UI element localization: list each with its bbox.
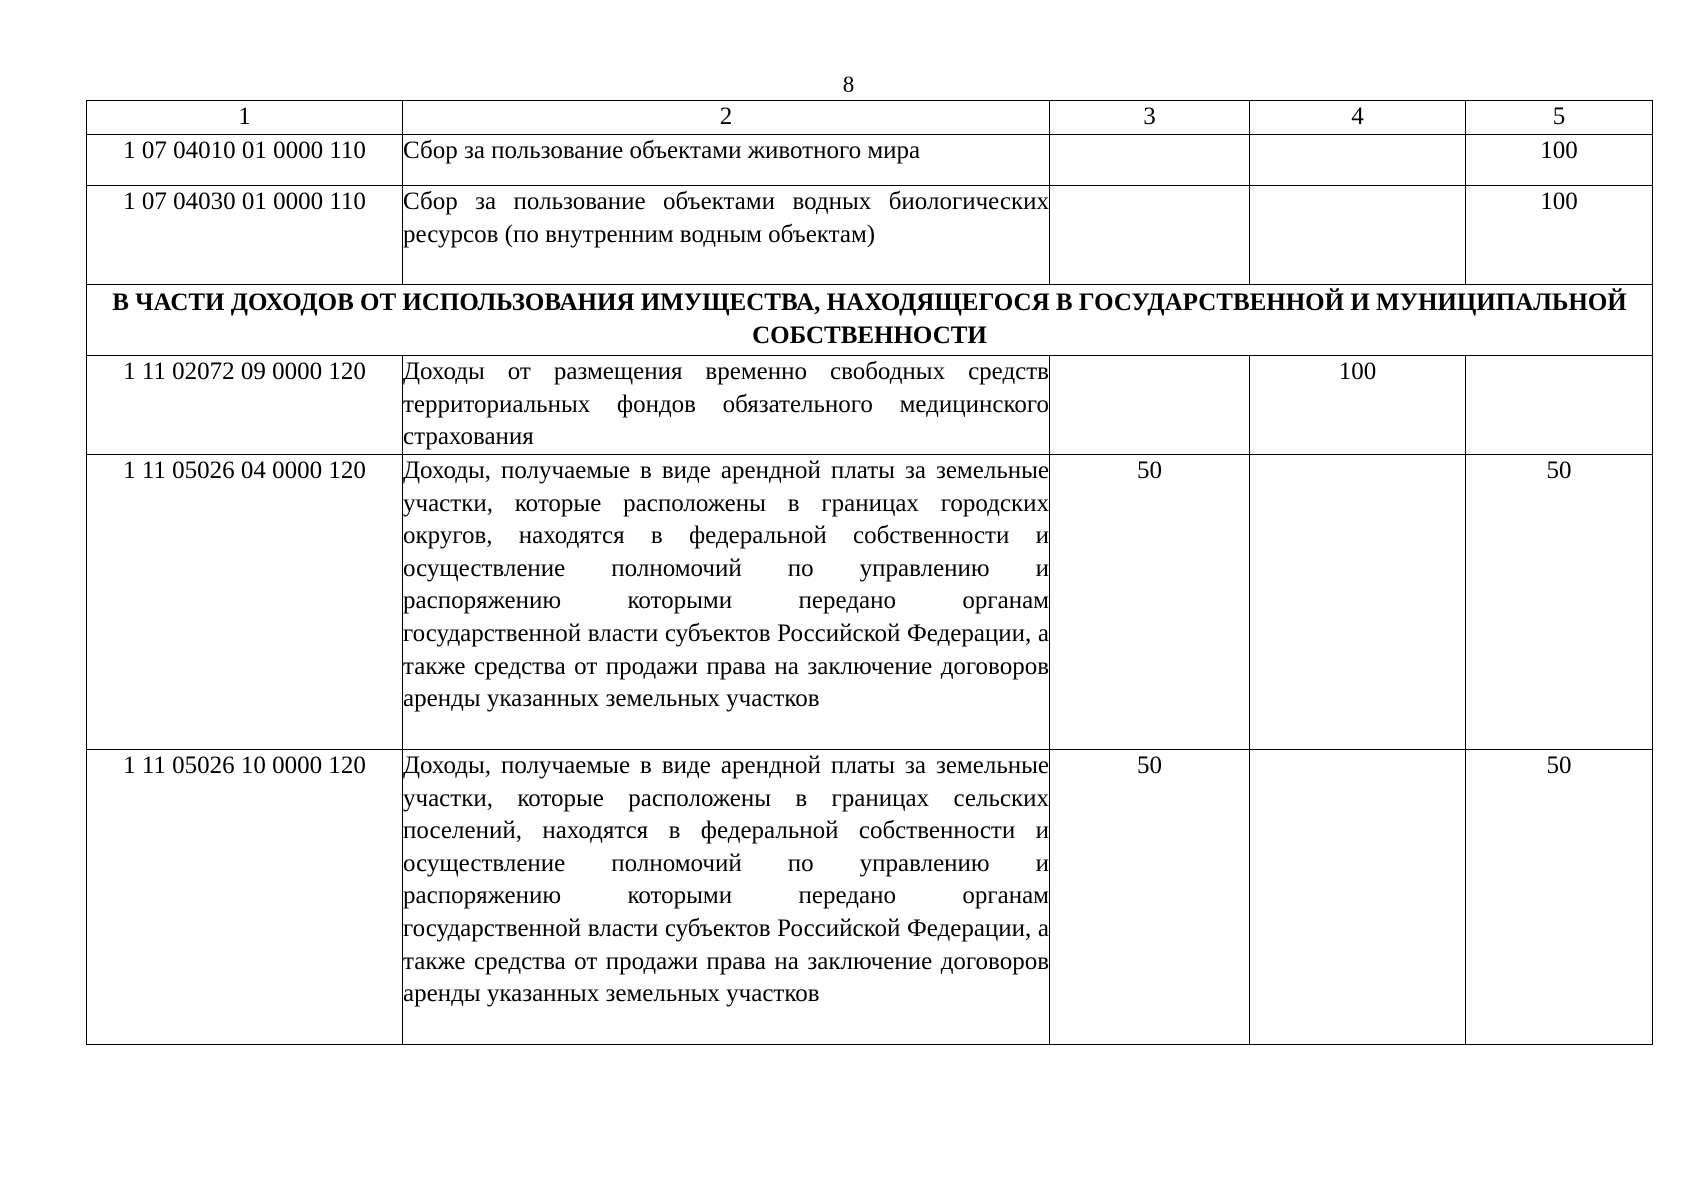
revenue-name-cell: Доходы, получаемые в виде арендной платы за земельные участки, которые расположены в границах городских округов, находятся в федеральной собственности и осуществление полномочий по управлению и распоряжению которыми передано органам государственной власти субъектов Российской Федерации, а также средства от продажи права на заключение договоров аренды указанных земельных участков <box>403 455 1050 750</box>
value-cell-col3 <box>1050 186 1250 285</box>
value-cell-col3: 50 <box>1050 750 1250 1045</box>
revenue-name-cell: Доходы, получаемые в виде арендной платы за земельные участки, которые расположены в границах сельских поселений, находятся в федеральной собственности и осуществление полномочий по управлению и распоряжению которыми передано органам государственной власти субъектов Российской Федерации, а также средства от продажи права на заключение договоров аренды указанных земельных участков <box>403 750 1050 1045</box>
revenue-name-cell: Сбор за пользование объектами водных биологических ресурсов (по внутренним водным объектам) <box>403 186 1050 285</box>
budget-code-cell: 1 07 04010 01 0000 110 <box>87 135 403 186</box>
value-cell-col4 <box>1250 455 1466 750</box>
column-header-4: 4 <box>1250 101 1466 135</box>
value-cell-col5: 50 <box>1466 455 1653 750</box>
value-cell-col4: 100 <box>1250 356 1466 455</box>
budget-code-cell: 1 11 02072 09 0000 120 <box>87 356 403 455</box>
column-header-5: 5 <box>1466 101 1653 135</box>
value-cell-col4 <box>1250 135 1466 186</box>
column-header-1: 1 <box>87 101 403 135</box>
value-cell-col5: 100 <box>1466 186 1653 285</box>
revenue-name-cell: Сбор за пользование объектами животного мира <box>403 135 1050 186</box>
value-cell-col5 <box>1466 356 1653 455</box>
page-number: 8 <box>842 72 855 97</box>
value-cell-col3 <box>1050 356 1250 455</box>
budget-code-cell: 1 11 05026 04 0000 120 <box>87 455 403 750</box>
revenue-table <box>86 100 1653 1045</box>
column-header-3: 3 <box>1050 101 1250 135</box>
value-cell-col5: 100 <box>1466 135 1653 186</box>
value-cell-col4 <box>1250 750 1466 1045</box>
value-cell-col3: 50 <box>1050 455 1250 750</box>
table-row <box>87 135 1653 186</box>
table-row <box>87 750 1653 1045</box>
table-row <box>87 455 1653 750</box>
column-header-2: 2 <box>403 101 1050 135</box>
revenue-name-cell: Доходы от размещения временно свободных средств территориальных фондов обязательного медицинского страхования <box>403 356 1050 455</box>
table-row <box>87 186 1653 285</box>
value-cell-col4 <box>1250 186 1466 285</box>
value-cell-col3 <box>1050 135 1250 186</box>
section-title: В ЧАСТИ ДОХОДОВ ОТ ИСПОЛЬЗОВАНИЯ ИМУЩЕСТВА, НАХОДЯЩЕГОСЯ В ГОСУДАРСТВЕННОЙ И МУНИЦИПАЛЬНОЙ СОБСТВЕННОСТИ <box>87 285 1653 356</box>
budget-code-cell: 1 07 04030 01 0000 110 <box>87 186 403 285</box>
value-cell-col5: 50 <box>1466 750 1653 1045</box>
column-number-row <box>87 101 1653 135</box>
table-row <box>87 356 1653 455</box>
section-heading-row <box>87 285 1653 356</box>
budget-code-cell: 1 11 05026 10 0000 120 <box>87 750 403 1045</box>
